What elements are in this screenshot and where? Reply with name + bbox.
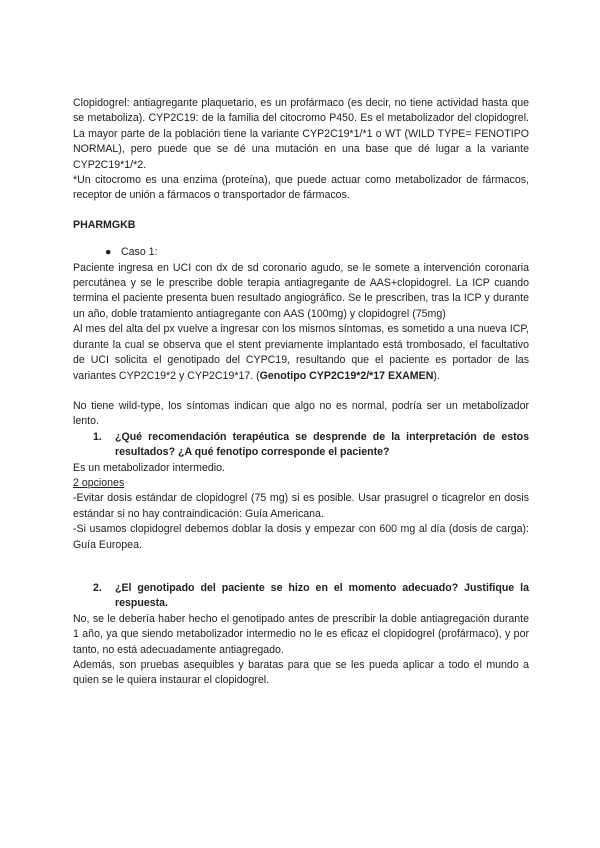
case-paragraph-2: [73, 322, 529, 384]
case-paragraph-3: No tiene wild-type, los síntomas indican que algo no es normal, podría ser un metabolizador lento.: [73, 399, 529, 428]
question-1-text: ¿Qué recomendación terapéutica se desprende de la interpretación de estos resultados? ¿A qué fenotipo corresponde el paciente?: [115, 430, 529, 459]
genotype-exam-label: Genotipo CYP2C19*2/*17 EXAMEN: [259, 369, 434, 382]
question-2-text: ¿El genotipado del paciente se hizo en el momento adecuado? Justifique la respuesta.: [115, 581, 529, 610]
case-paragraph-2-end: ).: [433, 369, 440, 382]
section-title: PHARMGKB: [73, 218, 136, 231]
question-1-answer: Es un metabolizador intermedio.: [73, 461, 225, 474]
bullet-dot: ●: [105, 246, 112, 259]
question-1: [73, 430, 529, 461]
question-2: [73, 581, 529, 612]
case-paragraph-2-text: Al mes del alta del px vuelve a ingresar con los mismos síntomas, es sometido a una nueva ICP, durante la cual se observa que el stent previamente implantado está trombosado, el facultativo de UCI solicita el genotipado del CYPC19, resultando que el paciente es portador de las variantes CYP2C19*2 y CYP2C19*17. (: [73, 323, 529, 382]
case-label: Caso 1:: [121, 246, 158, 259]
case-paragraph-1: Paciente ingresa en UCI con dx de sd coronario agudo, se le somete a intervención coronaria percutánea y se le prescribe doble terapia antiagregante de AAS+clopidogrel. La ICP cuando termina el paciente presenta buen resultado angiográfico. Se le prescriben, tras la ICP y durante un año, doble tratamiento antiagregante con AAS (100mg) y clopidogrel (75mg): [73, 261, 529, 320]
question-1-number: 1.: [93, 430, 102, 443]
options-label: [73, 476, 529, 491]
question-2-answer-1: No, se le debería haber hecho el genotipado antes de prescribir la doble antiagregación durante 1 año, ya que siendo metabolizador intermedio no le es eficaz el clopidogrel (profármaco), y por tanto, no está adecuadamente antiagregado.: [73, 612, 529, 656]
question-2-number: 2.: [93, 581, 102, 594]
options-label-text: 2 opciones: [73, 476, 125, 489]
spacer: [73, 553, 529, 581]
option-1: -Evitar dosis estándar de clopidogrel (75 mg) si es posible. Usar prasugrel o ticagrelor en dosis estándar si no hay contraindicación: Guía Americana.: [73, 492, 529, 520]
question-2-answer-2: Además, son pruebas asequibles y baratas para que se les pueda aplicar a todo el mundo a quien se le quiera instaurar el clopidogrel.: [73, 659, 529, 687]
cytochrome-note: *Un citocromo es una enzima (proteína), que puede actuar como metabolizador de fármacos, receptor de unión a fármacos o transportador de fármacos.: [73, 174, 529, 202]
spacer: [73, 384, 529, 399]
option-2: -Si usamos clopidogrel debemos doblar la dosis y empezar con 600 mg al día (dosis de carga): Guía Europea.: [73, 523, 529, 551]
intro-paragraph: Clopidogrel: antiagregante plaquetario, es un profármaco (es decir, no tiene actividad hasta que se metaboliza). CYP2C19: de la familia del citocromo P450. Es el metabolizador del clopidogrel. La mayor parte de la población tiene la variante CYP2C19*1/*1 o WT (WILD TYPE= FENOTIPO NORMAL), pero puede que se dé una mutación en una base que dé lugar a la variante CYP2C19*1/*2.: [73, 97, 529, 171]
case-bullet: [73, 245, 529, 260]
document-body: [73, 96, 529, 689]
